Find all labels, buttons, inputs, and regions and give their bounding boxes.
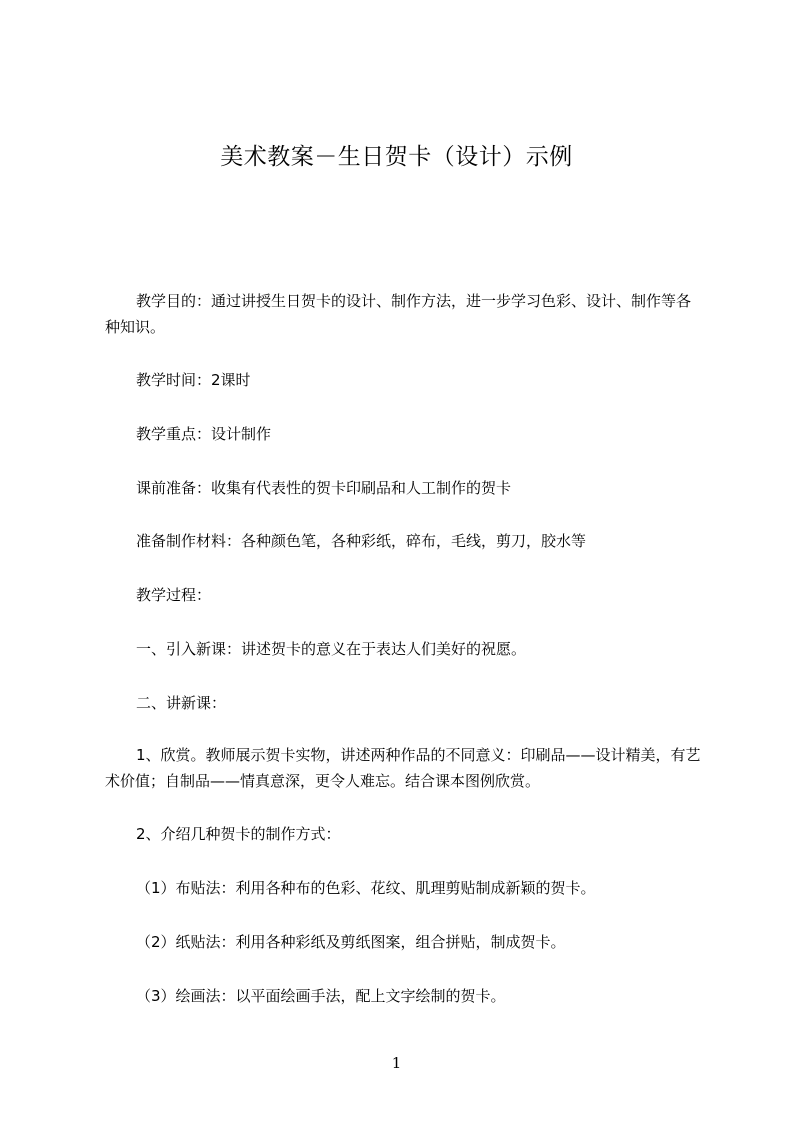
- paragraph-appreciation: 1、欣赏。教师展示贺卡实物，讲述两种作品的不同意义：印刷品——设计精美，有艺术价值；自制品——情真意深，更令人难忘。结合课本图例欣赏。: [105, 746, 701, 790]
- paragraph-teaching-focus: 教学重点：设计制作: [136, 425, 272, 443]
- paragraph-teaching-time: 教学时间：2课时: [136, 371, 251, 389]
- paragraph-preparation: 课前准备：收集有代表性的贺卡印刷品和人工制作的贺卡: [136, 479, 512, 497]
- document-title: 美术教案－生日贺卡（设计）示例: [220, 144, 573, 170]
- paragraph-method-paper: （2）纸贴法：利用各种彩纸及剪纸图案，组合拼贴，制成贺卡。: [136, 933, 566, 951]
- paragraph-introduction: 一、引入新课：讲述贺卡的意义在于表达人们美好的祝愿。: [136, 640, 527, 658]
- paragraph-materials: 准备制作材料：各种颜色笔，各种彩纸，碎布，毛线，剪刀，胶水等: [136, 532, 587, 550]
- paragraph-process-heading: 教学过程：: [136, 586, 212, 604]
- paragraph-method-cloth: （1）布贴法：利用各种布的色彩、花纹、肌理剪贴制成新颖的贺卡。: [136, 879, 596, 897]
- paragraph-teaching-goal: 教学目的：通过讲授生日贺卡的设计、制作方法，进一步学习色彩、设计、制作等各种知识。: [105, 292, 692, 336]
- page-number: 1: [391, 1054, 402, 1072]
- paragraph-method-painting: （3）绘画法：以平面绘画手法，配上文字绘制的贺卡。: [136, 987, 506, 1005]
- paragraph-methods-intro: 2、介绍几种贺卡的制作方式：: [136, 825, 341, 843]
- paragraph-new-lesson: 二、讲新课：: [136, 694, 227, 712]
